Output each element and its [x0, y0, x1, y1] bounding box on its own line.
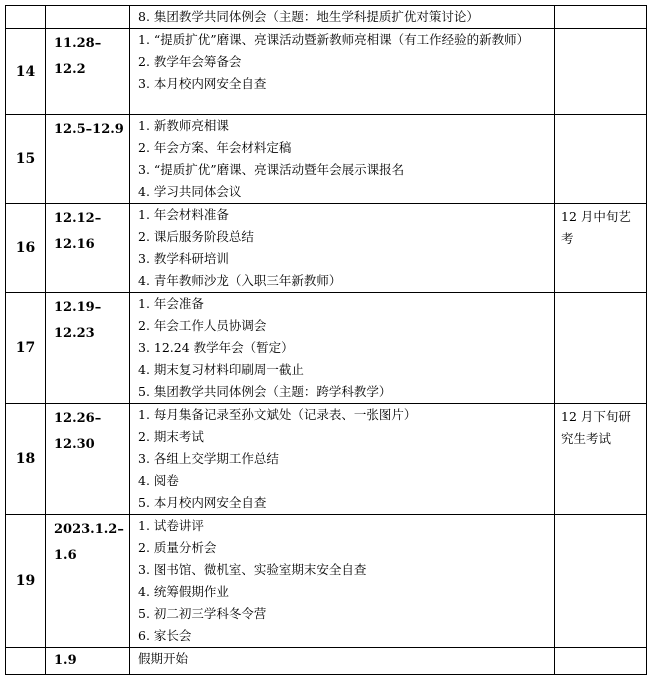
- task-item: 5. 集团教学共同体例会（主题：跨学科教学）: [138, 384, 392, 399]
- row-note: [555, 6, 647, 29]
- task-item: 2. 期末考试: [138, 429, 204, 444]
- task-item: 6. 家长会: [138, 628, 192, 643]
- task-item: 1. 每月集备记录至孙文斌处（记录表、一张图片）: [138, 407, 417, 422]
- task-item: 2. 年会工作人员协调会: [138, 318, 267, 333]
- task-item: 1. 年会材料准备: [138, 207, 229, 222]
- table-row: [6, 6, 647, 29]
- task-item: 3. 本月校内网安全自查: [138, 76, 267, 91]
- task-list: [130, 115, 555, 204]
- task-item: 1. 试卷讲评: [138, 518, 204, 533]
- row-note: [555, 115, 647, 204]
- task-item: 2. 质量分析会: [138, 540, 217, 555]
- table-row: [6, 29, 647, 115]
- table-row: [6, 293, 647, 404]
- week-dates: 12.5–12.9: [46, 115, 130, 204]
- task-list: [130, 648, 555, 675]
- table-row: [6, 115, 647, 204]
- task-item: 3. “提质扩优”磨课、亮课活动暨年会展示课报名: [138, 162, 405, 177]
- week-number: 17: [6, 293, 46, 404]
- task-item: 1. 年会准备: [138, 296, 204, 311]
- task-item: 5. 初二初三学科冬令营: [138, 606, 267, 621]
- week-dates: 11.28–12.2: [46, 29, 130, 115]
- week-number: 14: [6, 29, 46, 115]
- task-list: [130, 6, 555, 29]
- week-number: [6, 648, 46, 675]
- table-row: [6, 404, 647, 515]
- task-item: 5. 本月校内网安全自查: [138, 495, 267, 510]
- task-item: 8. 集团教学共同体例会（主题：地生学科提质扩优对策讨论）: [138, 9, 479, 24]
- task-item: 1. “提质扩优”磨课、亮课活动暨新教师亮相课（有工作经验的新教师）: [138, 32, 530, 47]
- week-dates: 12.26–12.30: [46, 404, 130, 515]
- row-note: 12 月下旬研究生考试: [555, 404, 647, 515]
- week-dates: [46, 6, 130, 29]
- row-note: 12 月中旬艺考: [555, 204, 647, 293]
- task-item: 4. 青年教师沙龙（入职三年新教师）: [138, 273, 342, 288]
- row-note: [555, 29, 647, 115]
- task-item: 假期开始: [138, 651, 189, 666]
- row-note: [555, 515, 647, 648]
- row-note: [555, 293, 647, 404]
- weekly-schedule-table: [5, 5, 647, 675]
- task-item: 4. 学习共同体会议: [138, 184, 242, 199]
- table-row: [6, 648, 647, 675]
- task-item: 4. 期末复习材料印刷周一截止: [138, 362, 304, 377]
- week-number: 19: [6, 515, 46, 648]
- row-note: [555, 648, 647, 675]
- task-item: 3. 各组上交学期工作总结: [138, 451, 279, 466]
- task-list: [130, 204, 555, 293]
- task-item: 3. 图书馆、微机室、实验室期末安全自查: [138, 562, 367, 577]
- week-number: [6, 6, 46, 29]
- table-row: [6, 515, 647, 648]
- week-number: 18: [6, 404, 46, 515]
- task-item: 4. 阅卷: [138, 473, 179, 488]
- task-item: 2. 课后服务阶段总结: [138, 229, 254, 244]
- week-dates: 12.12–12.16: [46, 204, 130, 293]
- task-item: 3. 教学科研培训: [138, 251, 229, 266]
- task-list: [130, 29, 555, 115]
- week-dates: 12.19–12.23: [46, 293, 130, 404]
- task-list: [130, 515, 555, 648]
- task-list: [130, 404, 555, 515]
- task-item: 2. 年会方案、年会材料定稿: [138, 140, 292, 155]
- task-item: 1. 新教师亮相课: [138, 118, 229, 133]
- week-number: 16: [6, 204, 46, 293]
- task-item: 2. 教学年会筹备会: [138, 54, 242, 69]
- week-dates: 1.9: [46, 648, 130, 675]
- table-row: [6, 204, 647, 293]
- task-item: 3. 12.24 教学年会（暂定）: [138, 340, 294, 355]
- task-list: [130, 293, 555, 404]
- week-dates: 2023.1.2–1.6: [46, 515, 130, 648]
- week-number: 15: [6, 115, 46, 204]
- task-item: 4. 统筹假期作业: [138, 584, 229, 599]
